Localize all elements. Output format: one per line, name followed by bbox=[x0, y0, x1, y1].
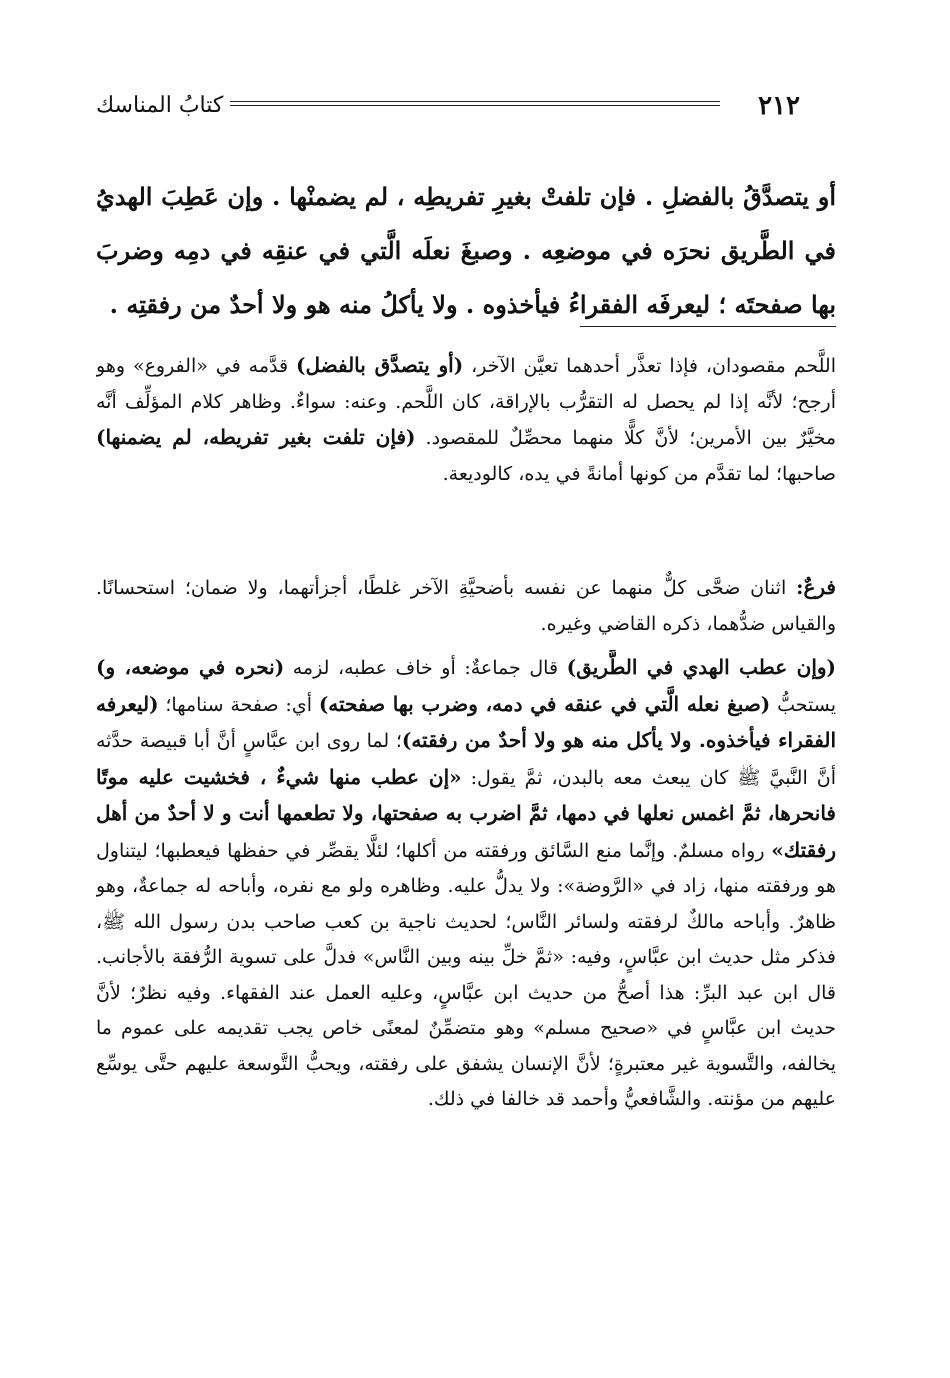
main-text: أو يتصدَّقُ بالفضلِ . فإن تلفتْ بغيرِ تفريطِه ، لم يضمنْها . وإن عَطِبَ الهديُ في الطَّريق نحرَه في موضعِه . وصبغَ نعلَه الَّتي في عنقِه في دمِه وضربَ بها صفحتَه ؛ ليعرفَه الفقراءُ فيأخذوه . ولا يأكلُ منه هو ولا أحدٌ من رفقتِه . bbox=[96, 182, 836, 319]
page-header bbox=[96, 88, 800, 124]
commentary-text: يستحبُّ bbox=[770, 693, 836, 716]
commentary-text: أي: صفحة سنامها؛ bbox=[158, 693, 319, 716]
footnote-separator bbox=[580, 326, 836, 327]
commentary-paragraph-1 bbox=[96, 348, 836, 562]
commentary-text: ؛ لما روى ابن عبَّاسٍ أنَّ أبا قبيصة حدَّثه أنَّ النَّبيَّ ﷺ كان يبعث معه بالبدن، ثمَّ يقول: bbox=[96, 730, 836, 789]
commentary-paragraph-3 bbox=[96, 650, 836, 1250]
quoted-matn: (أو يتصدَّق بالفضل) bbox=[296, 353, 464, 377]
quoted-matn: (فإن تلفت بغير تفريطه، لم يضمنها) bbox=[96, 425, 416, 449]
commentary-text: رواه مسلمٌ. وإنَّما منع السَّائق ورفقته من أكلها؛ لئلَّا يقصِّر في حفظها فيعطبها؛ ليتناول هو ورفقته منها، زاد في «الرَّوضة»: ولا يدلُّ عليه. وظاهره ولو مع نفره، وأباحه له جماعةٌ، وهو ظاهرٌ. وأباحه مالكٌ لرفقته ولسائر النَّاس؛ لحديث ناجية بن كعب صاحب بدن رسول الله ﷺ، فذكر مثل حديث ابن عبَّاسٍ، وفيه: «ثمَّ خلِّ بينه وبين النَّاس» فدلَّ على تسوية الرُّفقة بالأجانب. قال ابن عبد البرِّ: هذا أصحُّ من حديث ابن عبَّاسٍ، وعليه العمل عند الفقهاء. وفيه نظرٌ؛ لأنَّ حديث ابن عبَّاسٍ في «صحيح مسلم» وهو متضمِّنٌ لمعنًى خاص يجب تقديمه على عموم ما يخالفه، والتَّسوية غير معتبرةٍ؛ لأنَّ الإنسان يشفق على رفقته، ويحبُّ التَّوسعة عليهم حتَّى يوسِّع عليهم من مؤنته. والشَّافعيُّ وأحمد قد خالفا في ذلك. bbox=[96, 839, 836, 1110]
commentary-text: صاحبها؛ لما تقدَّم من كونها أمانةً في يده، كالوديعة. bbox=[442, 462, 836, 485]
quoted-matn: (وإن عطب الهدي في الطَّريق) bbox=[566, 655, 836, 679]
commentary bbox=[96, 348, 836, 1258]
book-title: كتابُ المناسك bbox=[96, 93, 224, 118]
hadith-quote: «إن عطب منها شيءٌ ، فخشيت عليه موتًا فانحرها، ثمَّ اغمس نعلها في دمها، ثمَّ اضرب به صفحتها، ولا تطعمها أنت و لا أحدٌ من أهل رفقتك» bbox=[96, 764, 836, 862]
quoted-matn: (صبغ نعله الَّتي في عنقه في دمه، وضرب بها صفحته) bbox=[318, 691, 771, 716]
commentary-paragraph-2 bbox=[96, 570, 836, 642]
quoted-matn: (نحره في موضعه، و) bbox=[96, 655, 285, 679]
commentary-text: اللَّحم مقصودان، فإذا تعذَّر أحدهما تعيَّن الآخر، bbox=[463, 355, 836, 377]
commentary-text: قال جماعةٌ: أو خاف عطبه، لزمه bbox=[284, 657, 567, 679]
commentary-text: قدَّمه في «الفروع» وهو أرجح؛ لأنَّه إذا لم يحصل له التقرُّب بالإراقة، كان اللَّحم. وعنه: سواءٌ. وظاهر كلام المؤلِّف أنَّه مخيَّرٌ بين الأمرين؛ لأنَّ كلًّا منهما محصِّلٌ للمقصود. bbox=[96, 355, 836, 449]
page-number: ٢١٢ bbox=[758, 91, 800, 121]
header-rule bbox=[230, 101, 720, 106]
branch-label: فرعٌ: bbox=[796, 575, 836, 599]
quoted-matn: (ليعرفه الفقراء فيأخذوه. ولا يأكل منه هو ولا أحدٌ من رفقته) bbox=[96, 691, 836, 752]
commentary-text: اثنان ضحَّى كلٌّ منهما عن نفسه بأضحيَّةِ الآخر غلطًا، أجزأتهما، ولا ضمان؛ استحسانًا. والقياس ضدُّهما، ذكره القاضي وغيره. bbox=[96, 577, 836, 635]
